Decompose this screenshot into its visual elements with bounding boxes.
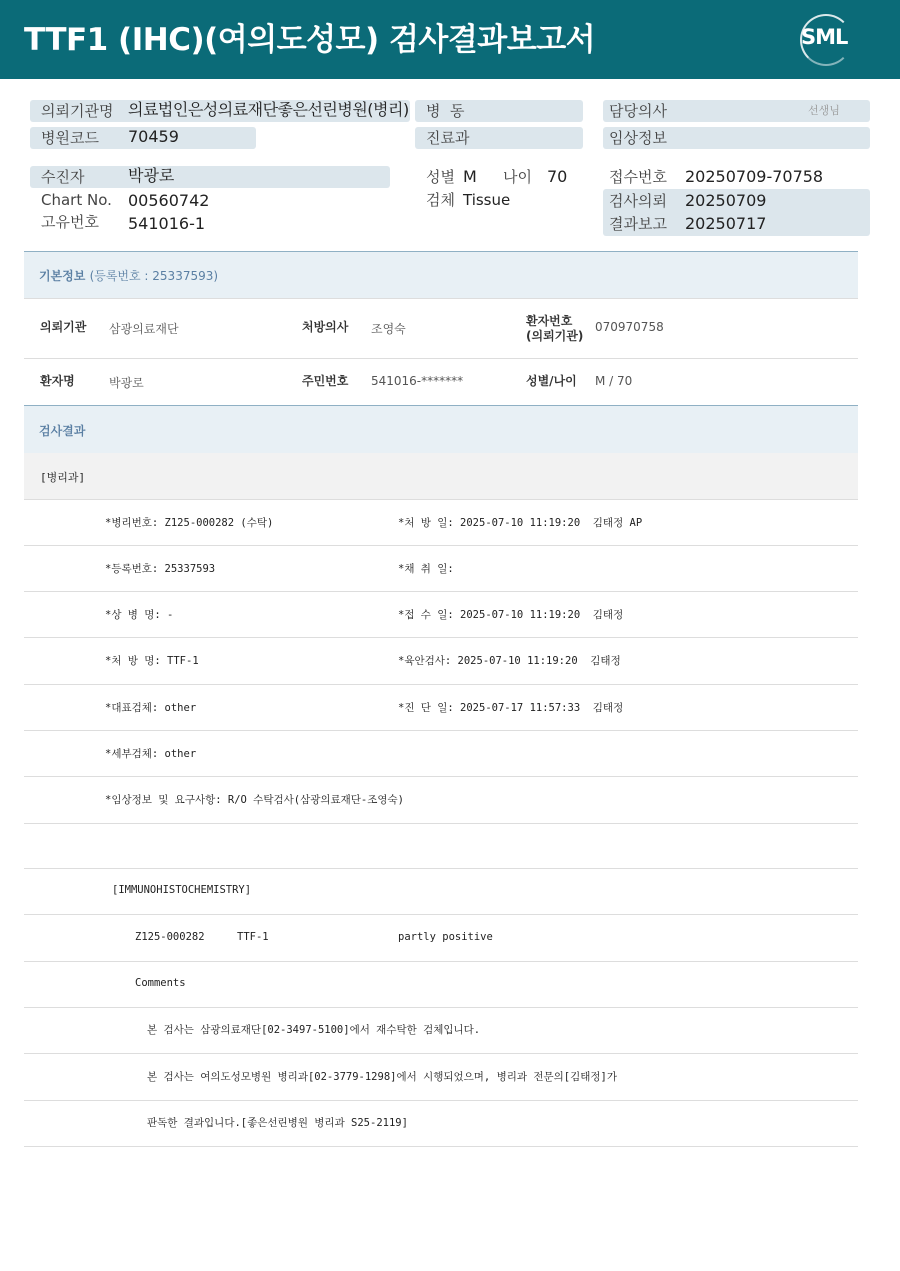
basic-ssn-value: 541016-******* [371, 374, 464, 388]
comment-line-3: 판독한 결과입니다.[좋은선린병원 병리과 S25-2119] [147, 1117, 408, 1129]
basic-presc-value: 조영숙 [371, 322, 406, 336]
basic-org-value: 삼광의료재단 [109, 322, 179, 336]
report-label: 결과보고 [609, 215, 667, 233]
result-line-1 [24, 545, 858, 546]
doctor-suffix: 선생님 [808, 104, 840, 117]
ihc-marker: TTF-1 [237, 931, 269, 943]
receipt-label: 접수번호 [609, 168, 667, 186]
main-specimen: *대표검체: other [105, 702, 197, 714]
receipt-value: 20250709-70758 [685, 167, 824, 186]
prescription-name: *처 방 명: TTF-1 [105, 655, 199, 667]
basic-reg-text: (등록번호 : 25337593) [89, 269, 219, 283]
prescription-date: *처 방 일: 2025-07-10 11:19:20 김태정 AP [398, 517, 643, 529]
comment-line-2: 본 검사는 여의도성모병원 병리과[02-3779-1298]에서 시행되었으며, 병리과 전문의[김태정]가 [147, 1071, 617, 1083]
specimen-value: Tissue [463, 191, 511, 209]
basic-line-2 [24, 358, 858, 359]
sub-specimen: *세부검체: other [105, 748, 197, 760]
hospital-code-value: 70459 [128, 127, 179, 146]
basic-name-value: 박광로 [109, 376, 144, 390]
result-line-7 [24, 823, 858, 824]
report-header [0, 0, 900, 79]
basic-name-label: 환자명 [40, 374, 75, 388]
report-title: TTF1 (IHC)(여의도성모) 검사결과보고서 [24, 22, 596, 58]
basic-presc-label: 처방의사 [302, 320, 349, 334]
dept-label: 진료과 [426, 129, 470, 147]
result-band [24, 406, 858, 453]
comment-line-1: 본 검사는 삼광의료재단[02-3497-5100]에서 재수탁한 검체입니다. [147, 1024, 481, 1036]
result-line-2 [24, 591, 858, 592]
result-line-3 [24, 637, 858, 638]
result-line-12 [24, 1053, 858, 1054]
result-dept-band [24, 453, 858, 499]
age-label: 나이 [503, 168, 532, 186]
result-line-10 [24, 961, 858, 962]
ward-label: 병 동 [426, 102, 465, 120]
basic-sexage-label: 성별/나이 [526, 374, 577, 388]
chart-value: 00560742 [128, 191, 210, 210]
specimen-label: 검체 [426, 191, 455, 209]
result-line-13 [24, 1100, 858, 1101]
result-title: 검사결과 [39, 424, 86, 438]
result-line-14 [24, 1146, 858, 1147]
unique-value: 541016-1 [128, 214, 206, 233]
logo-text: SML [801, 25, 848, 49]
basic-info-title [39, 267, 218, 284]
pathology-number: *병리번호: Z125-000282 (수탁) [105, 517, 274, 529]
result-dept: [병리과] [40, 471, 86, 484]
gross-exam-date: *육안검사: 2025-07-10 11:19:20 김태정 [398, 655, 621, 667]
request-value: 20250709 [685, 191, 767, 210]
ihc-result: partly positive [398, 931, 493, 943]
requesting-org-label: 의뢰기관명 [41, 102, 114, 120]
basic-ssn-label: 주민번호 [302, 374, 349, 388]
ihc-id: Z125-000282 [135, 931, 205, 943]
clinical-info: *임상정보 및 요구사항: R/O 수탁검사(삼광의료재단-조영숙) [105, 794, 405, 806]
result-line-11 [24, 1007, 858, 1008]
request-label: 검사의뢰 [609, 192, 667, 210]
sml-logo [798, 12, 856, 68]
collection-date: *채 취 일: [398, 563, 454, 575]
basic-pno-label-2: (의뢰기관) [526, 329, 584, 343]
result-line-0 [24, 499, 858, 500]
basic-line-1 [24, 298, 858, 299]
basic-title-text: 기본정보 [39, 269, 86, 283]
basic-sexage-value: M / 70 [595, 374, 633, 388]
patient-label: 수진자 [41, 168, 85, 186]
result-line-5 [24, 730, 858, 731]
result-line-8 [24, 868, 858, 869]
unique-label: 고유번호 [41, 213, 99, 231]
diagnosis-name: *상 병 명: - [105, 609, 174, 621]
comments-label: Comments [135, 977, 186, 989]
result-line-6 [24, 776, 858, 777]
diagnosis-date: *진 단 일: 2025-07-17 11:57:33 김태정 [398, 702, 624, 714]
basic-info-band [24, 252, 858, 298]
hospital-code-label: 병원코드 [41, 129, 99, 147]
ihc-header: [IMMUNOHISTOCHEMISTRY] [112, 884, 252, 896]
age-value: 70 [547, 167, 568, 186]
registration-number: *등록번호: 25337593 [105, 563, 216, 575]
basic-org-label: 의뢰기관 [40, 320, 87, 334]
report-value: 20250717 [685, 214, 767, 233]
doctor-label: 담당의사 [609, 102, 667, 120]
chart-label: Chart No. [41, 191, 112, 209]
sex-label: 성별 [426, 168, 455, 186]
receipt-date: *접 수 일: 2025-07-10 11:19:20 김태정 [398, 609, 624, 621]
result-line-9 [24, 914, 858, 915]
result-line-4 [24, 684, 858, 685]
basic-pno-value: 070970758 [595, 320, 664, 334]
basic-pno-label-1: 환자번호 [526, 314, 573, 328]
patient-value: 박광로 [128, 166, 175, 185]
sex-value: M [463, 167, 477, 186]
requesting-org-value: 의료법인은성의료재단좋은선린병원(병리) [128, 100, 409, 119]
clinical-label: 임상정보 [609, 129, 667, 147]
